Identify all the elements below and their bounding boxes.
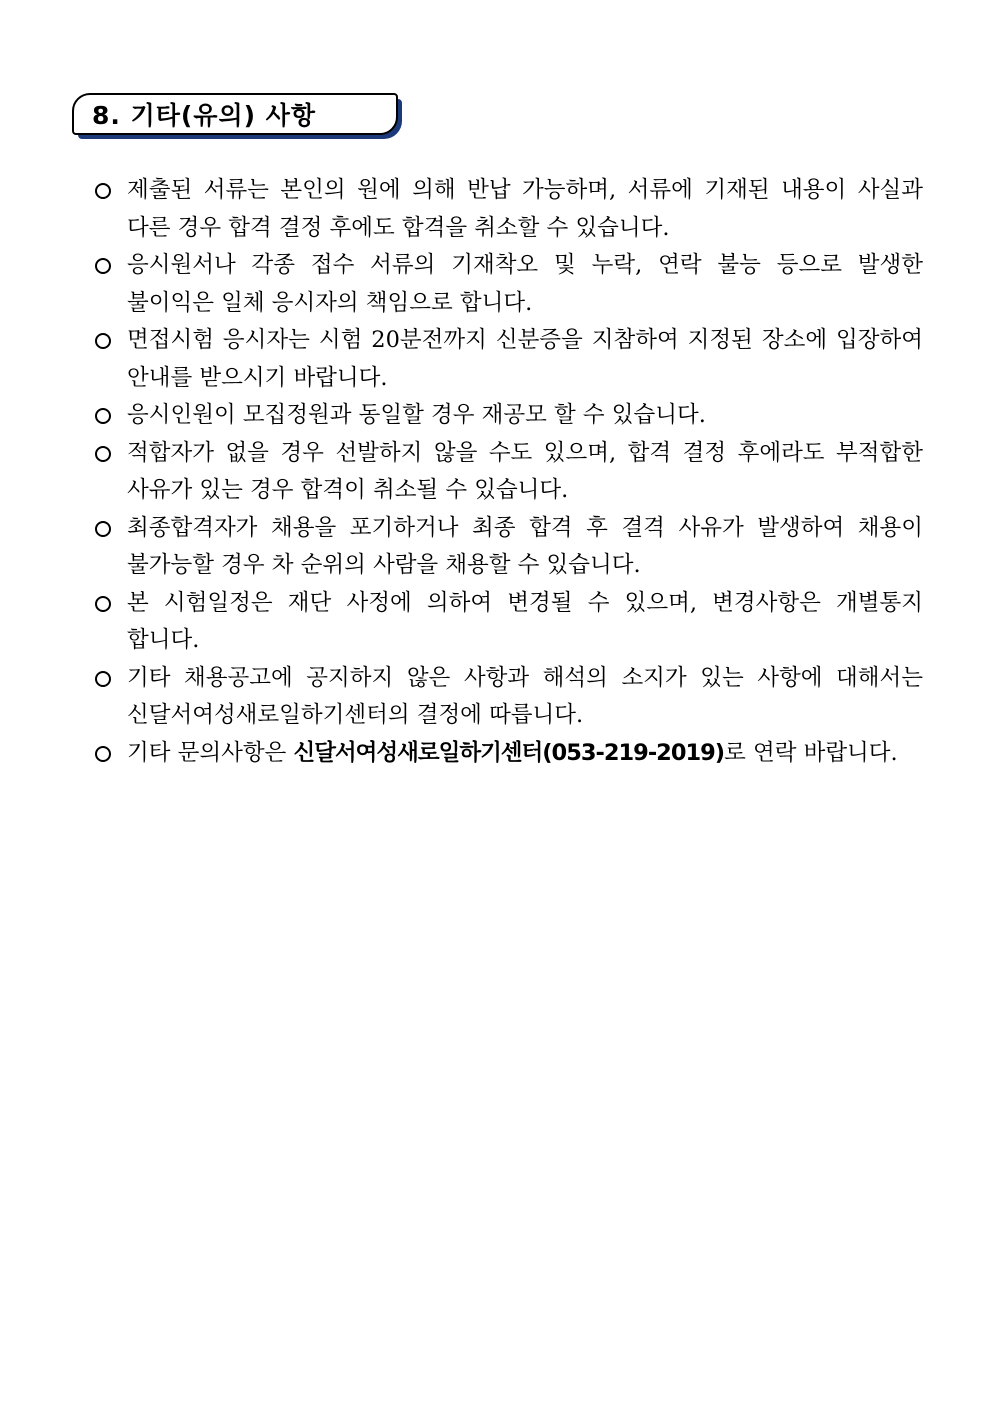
- circle-bullet-icon: [95, 333, 111, 349]
- notice-text: 응시인원이 모집정원과 동일할 경우 재공모 할 수 있습니다.: [127, 402, 706, 428]
- contact-center: 신달서여성새로일하기센터(053-219-2019): [293, 739, 725, 766]
- list-item: [95, 435, 923, 510]
- contact-suffix: 로 연락 바랍니다.: [724, 739, 898, 766]
- notice-text: 응시원서나 각종 접수 서류의 기재착오 및 누락, 연락 불능 등으로 발생한 불이익은 일체 응시자의 책임으로 합니다.: [127, 252, 923, 316]
- list-item: [95, 322, 923, 397]
- contact-prefix: 기타 문의사항은: [127, 739, 294, 766]
- section-heading: [72, 93, 406, 143]
- circle-bullet-icon: [95, 671, 111, 687]
- circle-bullet-icon: [95, 446, 111, 462]
- section-title: 8. 기타(유의) 사항: [72, 93, 398, 135]
- notice-text: 기타 채용공고에 공지하지 않은 사항과 해석의 소지가 있는 사항에 대해서는 신달서여성새로일하기센터의 결정에 따릅니다.: [127, 664, 923, 728]
- circle-bullet-icon: [95, 183, 111, 199]
- circle-bullet-icon: [95, 521, 111, 537]
- notice-text: 적합자가 없을 경우 선발하지 않을 수도 있으며, 합격 결정 후에라도 부적합한 사유가 있는 경우 합격이 취소될 수 있습니다.: [127, 439, 923, 503]
- circle-bullet-icon: [95, 408, 111, 424]
- circle-bullet-icon: [95, 746, 111, 762]
- contact-item: [95, 735, 923, 773]
- list-item: [95, 172, 923, 247]
- list-item: [95, 510, 923, 585]
- list-item: [95, 585, 923, 660]
- notice-text: 면접시험 응시자는 시험 20분전까지 신분증을 지참하여 지정된 장소에 입장하여 안내를 받으시기 바랍니다.: [127, 327, 923, 391]
- contact-text: [127, 735, 923, 773]
- circle-bullet-icon: [95, 596, 111, 612]
- notice-text: 최종합격자가 채용을 포기하거나 최종 합격 후 결격 사유가 발생하여 채용이 불가능할 경우 차 순위의 사람을 채용할 수 있습니다.: [127, 514, 923, 578]
- list-item: [95, 660, 923, 735]
- circle-bullet-icon: [95, 258, 111, 274]
- notice-text: 제출된 서류는 본인의 원에 의해 반납 가능하며, 서류에 기재된 내용이 사실과 다른 경우 합격 결정 후에도 합격을 취소할 수 있습니다.: [127, 177, 923, 241]
- list-item: [95, 247, 923, 322]
- notice-list: [95, 172, 923, 772]
- list-item: [95, 397, 923, 435]
- notice-text: 본 시험일정은 재단 사정에 의하여 변경될 수 있으며, 변경사항은 개별통지 합니다.: [127, 589, 923, 653]
